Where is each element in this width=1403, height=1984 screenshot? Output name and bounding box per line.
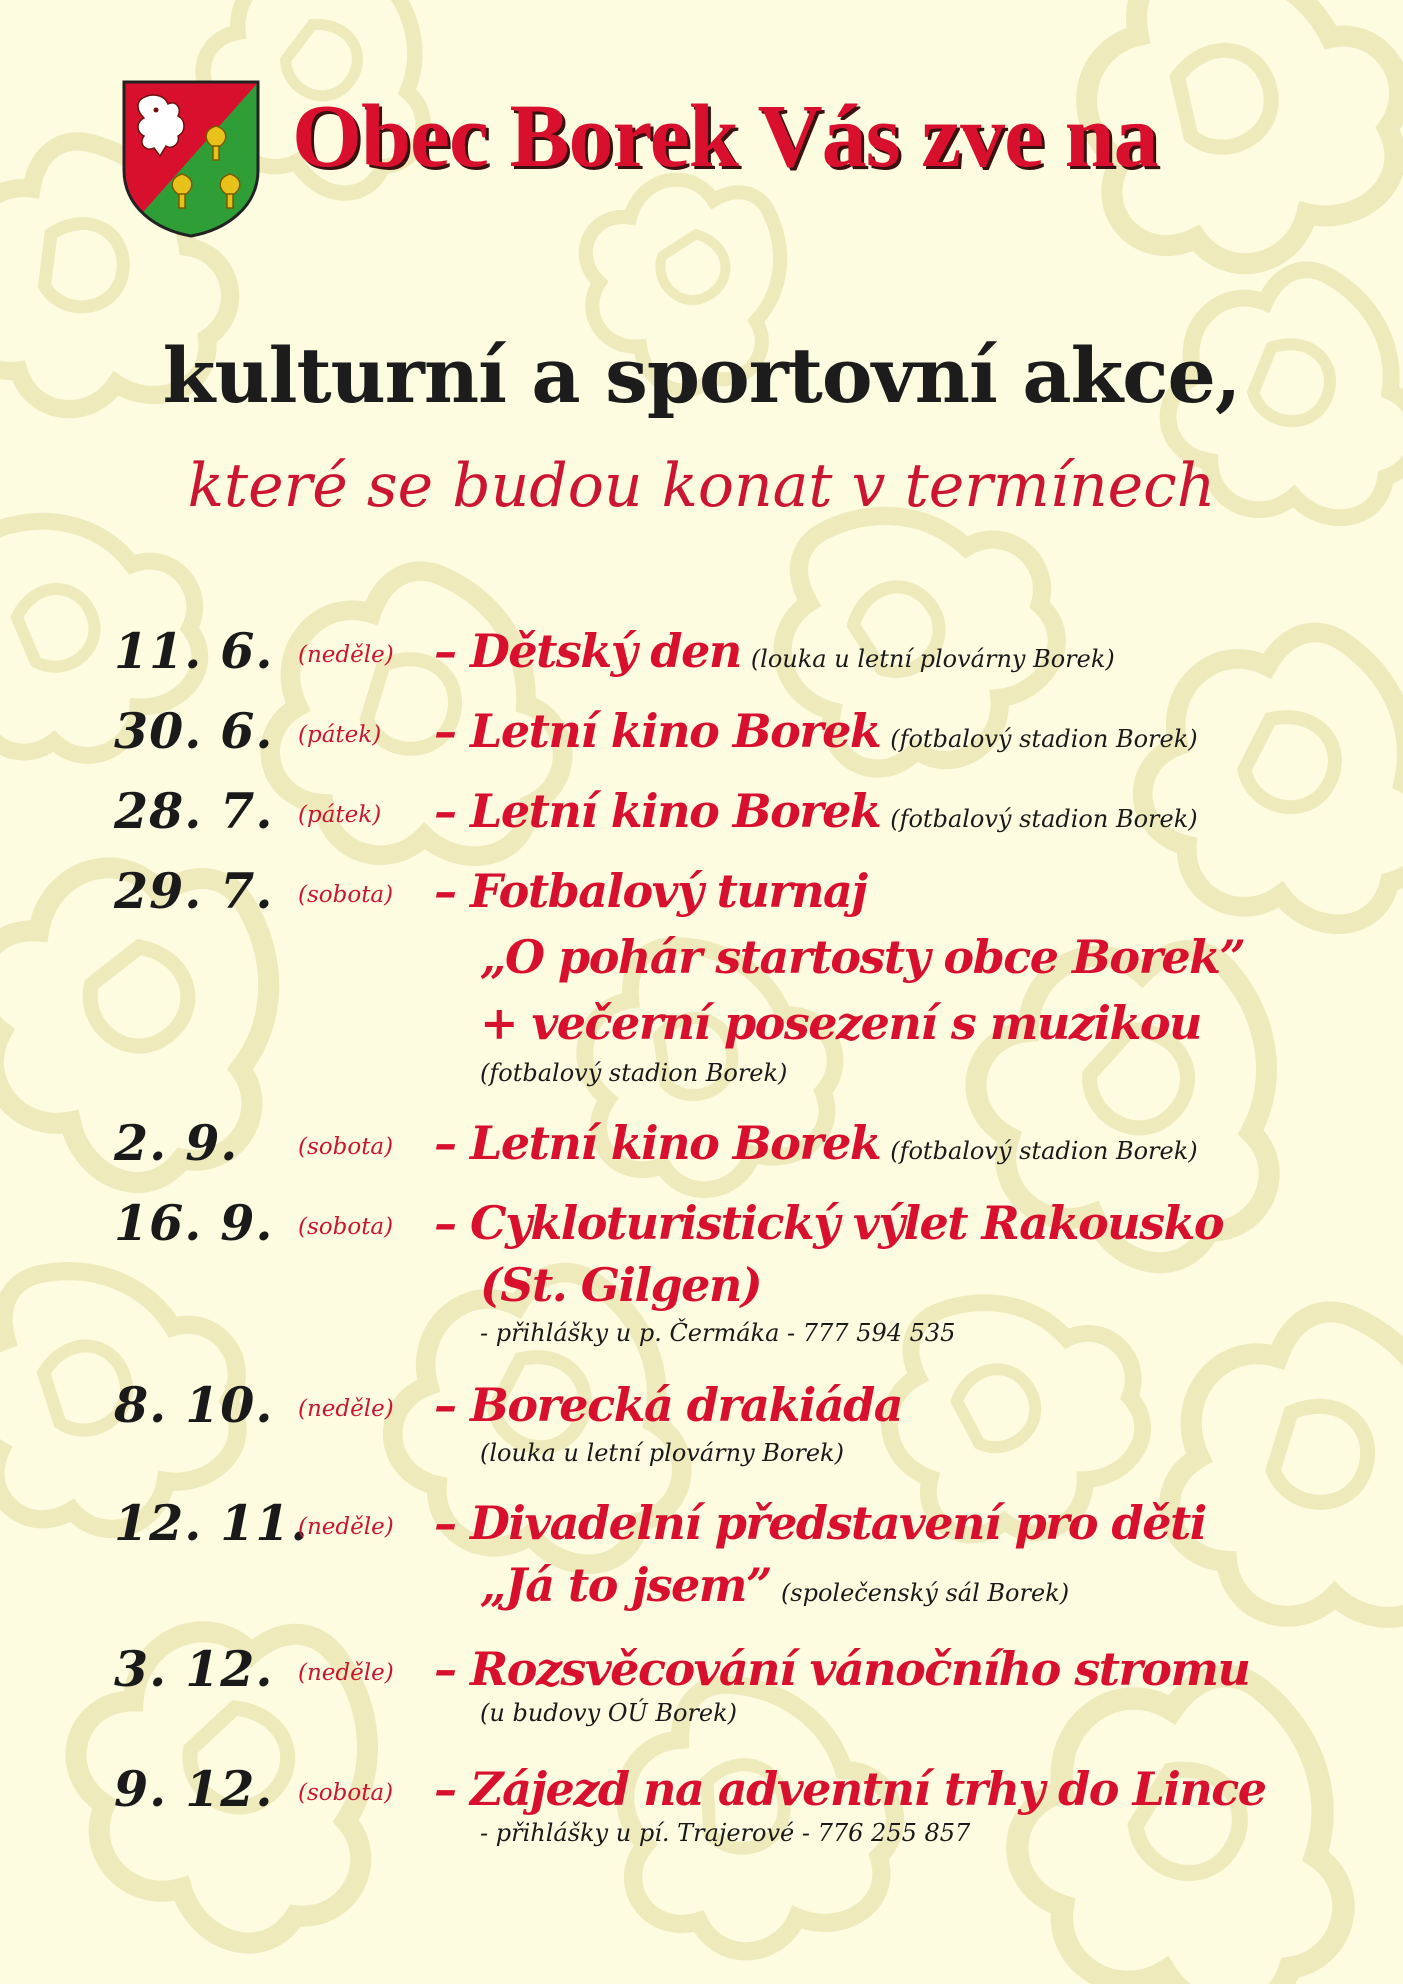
event-date: 2. 9. <box>114 1114 239 1172</box>
event-note: - přihlášky u pí. Trajerové - 776 255 857 <box>480 1819 971 1847</box>
event-date: 30. 6. <box>114 702 274 760</box>
event-location: (fotbalový stadion Borek) <box>890 1137 1198 1165</box>
event-note: - přihlášky u p. Čermáka - 777 594 535 <box>480 1319 956 1347</box>
event-title: – Zájezd na adventní trhy do Lince <box>434 1762 1266 1816</box>
event-date: 3. 12. <box>114 1640 274 1698</box>
event-date: 28. 7. <box>114 782 274 840</box>
event-note: (louka u letní plovárny Borek) <box>480 1439 844 1467</box>
event-day: (pátek) <box>298 722 382 748</box>
event-date: 29. 7. <box>114 862 274 920</box>
event-date: 16. 9. <box>114 1194 274 1252</box>
event-title: – Rozsvěcování vánočního stromu <box>434 1642 1250 1696</box>
event-title-line2: (St. Gilgen) <box>480 1258 762 1312</box>
event-note: (fotbalový stadion Borek) <box>480 1059 788 1087</box>
event-date: 8. 10. <box>114 1376 274 1434</box>
event-day: (pátek) <box>298 802 382 828</box>
event-day: (sobota) <box>298 1134 394 1160</box>
event-day: (neděle) <box>298 642 394 668</box>
headline: Obec Borek Vás zve na <box>292 87 1158 186</box>
event-day: (sobota) <box>298 882 394 908</box>
event-date: 11. 6. <box>114 622 274 680</box>
event-location: (fotbalový stadion Borek) <box>890 805 1198 833</box>
event-day: (neděle) <box>298 1660 394 1686</box>
event-title: – Fotbalový turnaj <box>434 864 867 918</box>
event-date: 12. 11. <box>114 1494 309 1552</box>
event-title: – Cykloturistický výlet Rakousko <box>434 1196 1224 1250</box>
event-title-line2: „O pohár startosty obce Borek” <box>480 930 1245 984</box>
event-day: (sobota) <box>298 1780 394 1806</box>
event-title-line3: + večerní posezení s muzikou <box>480 996 1201 1050</box>
event-title-line2: „Já to jsem” (společenský sál Borek) <box>480 1558 1070 1612</box>
event-day: (neděle) <box>298 1396 394 1422</box>
event-date: 9. 12. <box>114 1760 274 1818</box>
event-location: (fotbalový stadion Borek) <box>890 725 1198 753</box>
event-title: – Divadelní představení pro děti <box>434 1496 1206 1550</box>
event-title: – Letní kino Borek (fotbalový stadion Borek) <box>434 784 1198 838</box>
event-title: – Borecká drakiáda <box>434 1378 903 1432</box>
event-day: (sobota) <box>298 1214 394 1240</box>
subtitle: kulturní a sportovní akce, <box>162 331 1241 420</box>
event-location: (louka u letní plovárny Borek) <box>750 645 1115 673</box>
event-day: (neděle) <box>298 1514 394 1540</box>
event-title: – Dětský den (louka u letní plovárny Borek) <box>434 624 1115 678</box>
subtitle-italic: které se budou konat v termínech <box>187 451 1216 521</box>
event-location: (společenský sál Borek) <box>780 1579 1070 1607</box>
event-title: – Letní kino Borek (fotbalový stadion Borek) <box>434 1116 1198 1170</box>
event-title: – Letní kino Borek (fotbalový stadion Borek) <box>434 704 1198 758</box>
event-note: (u budovy OÚ Borek) <box>480 1699 738 1727</box>
